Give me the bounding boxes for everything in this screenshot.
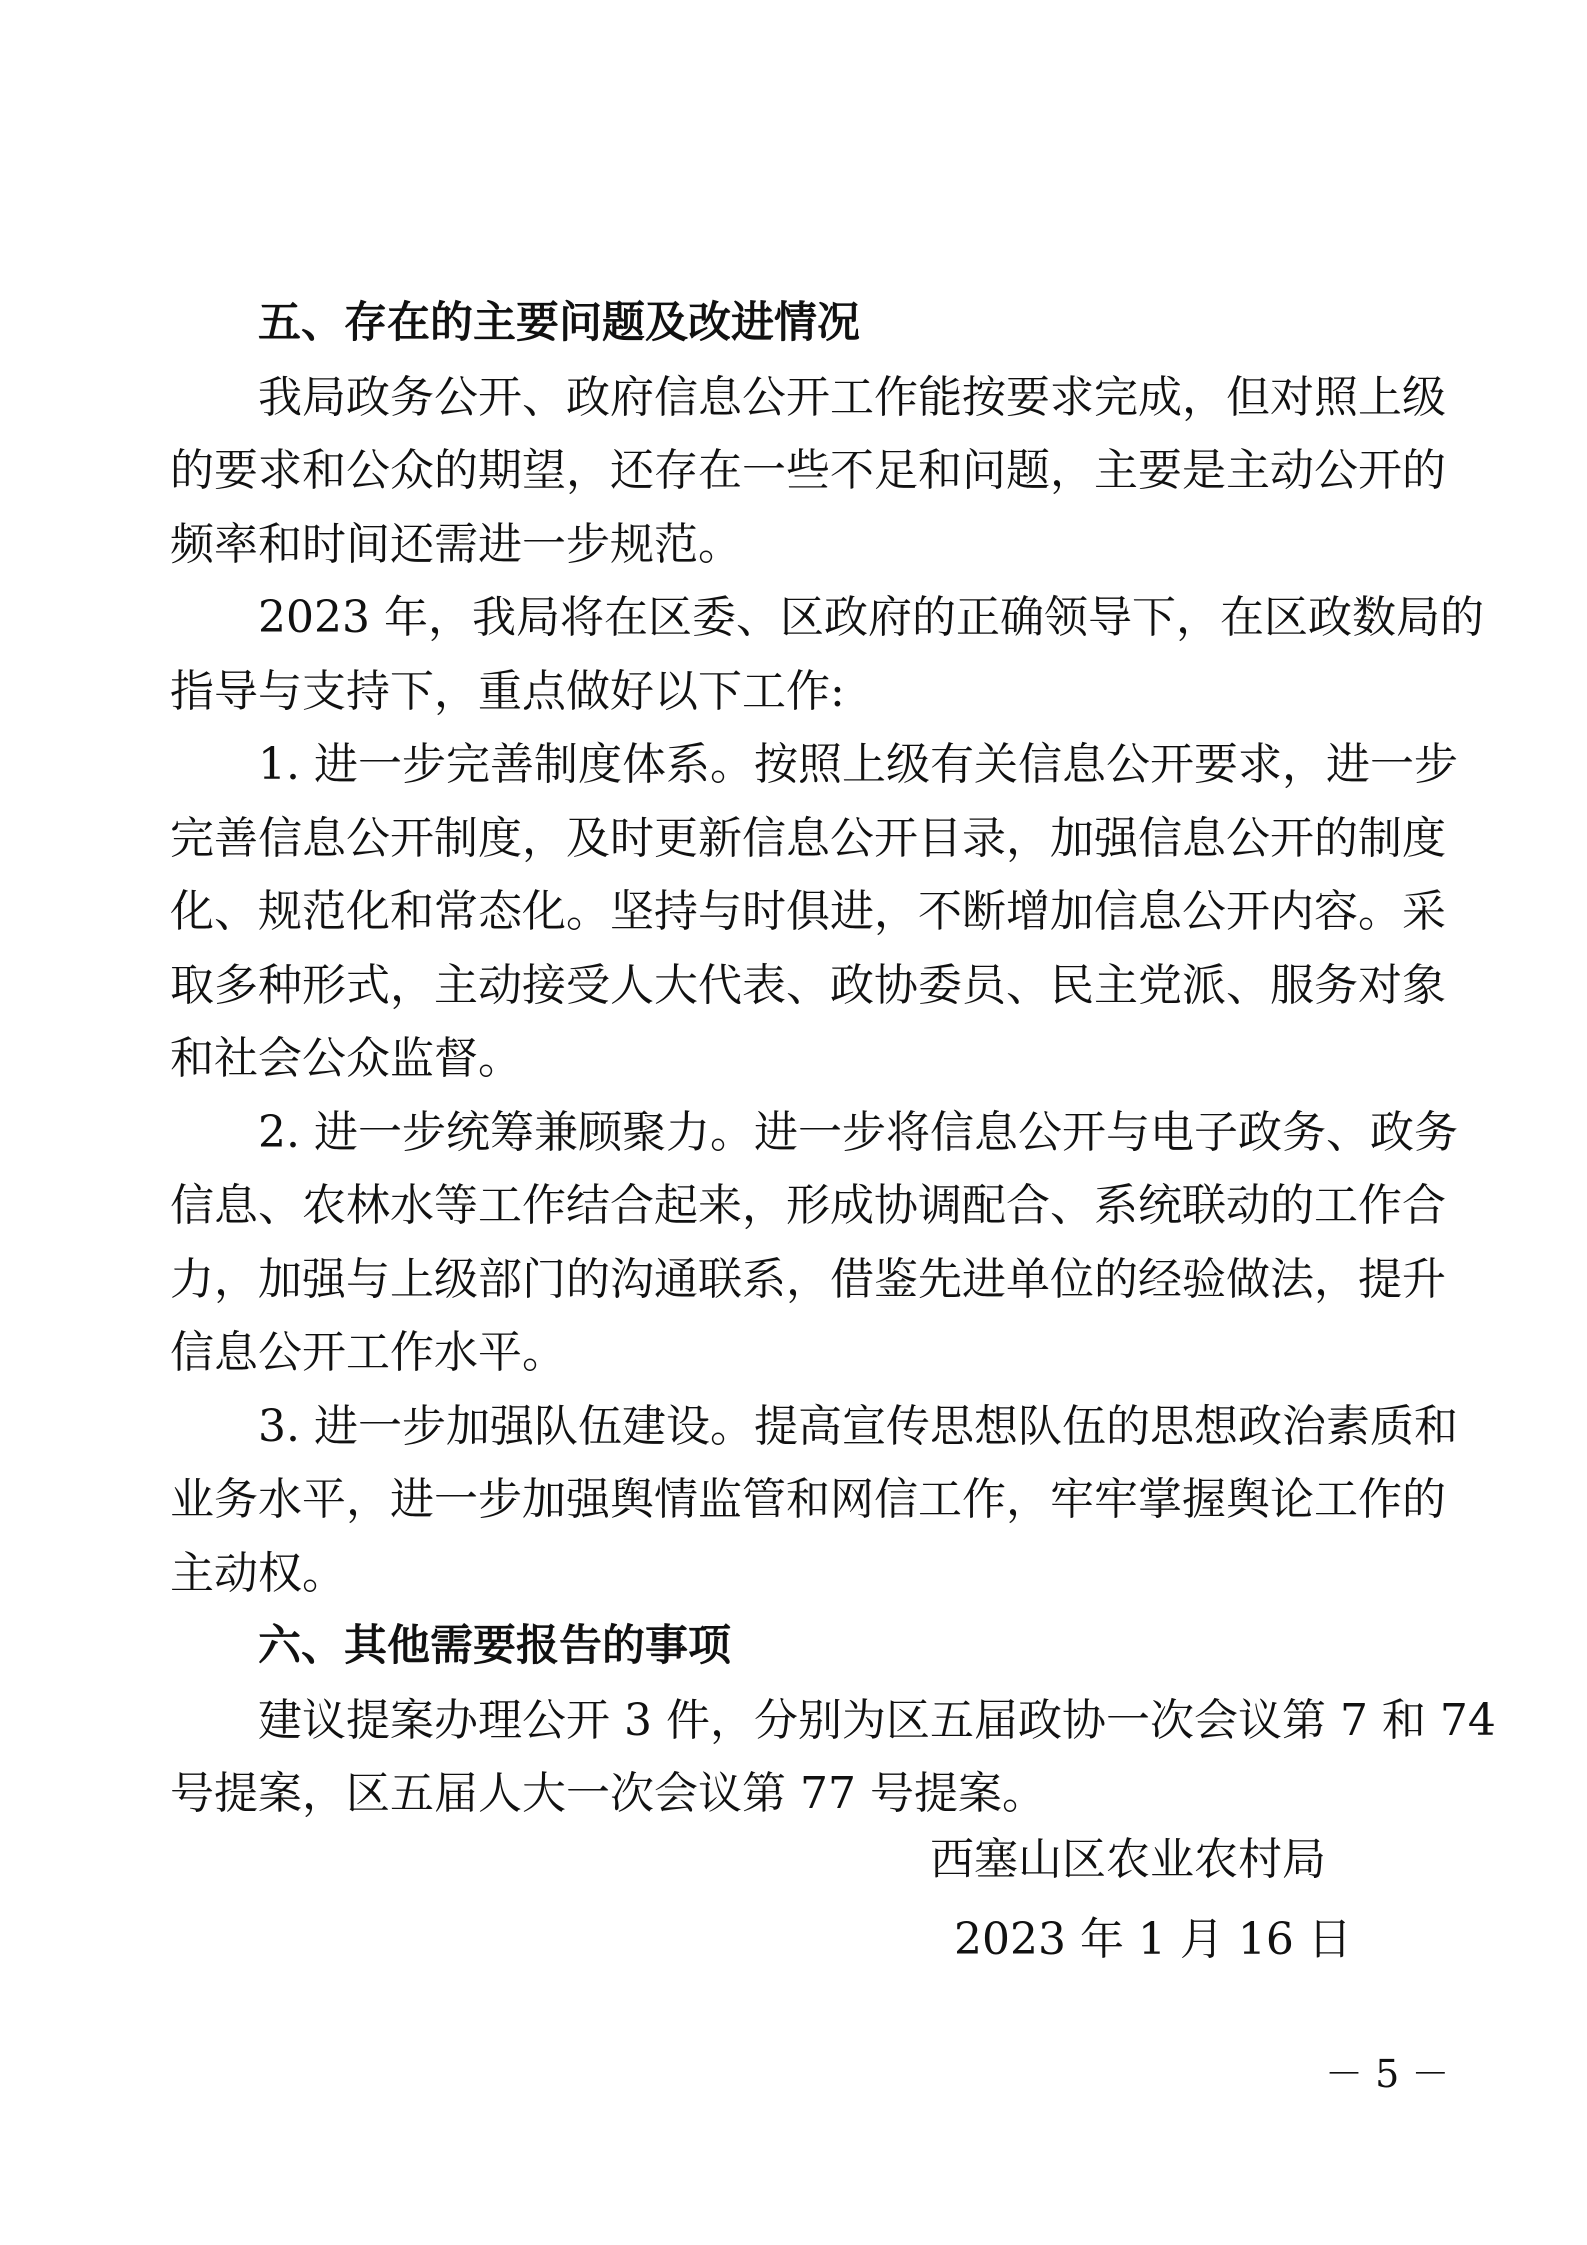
item-2-line-3: 力，加强与上级部门的沟通联系，借鉴先进单位的经验做法，提升 xyxy=(170,1253,1446,1305)
signature-date: 2023 年 1 月 16 日 xyxy=(954,1914,1352,1965)
section-six-paragraph-line-2: 号提案，区五届人大一次会议第 77 号提案。 xyxy=(170,1768,1046,1819)
item-1-line-5: 和社会公众监督。 xyxy=(170,1033,522,1084)
item-3-line-1: 3. 进一步加强队伍建设。提高宣传思想队伍的思想政治素质和 xyxy=(258,1400,1458,1452)
item-1-line-1: 1. 进一步完善制度体系。按照上级有关信息公开要求，进一步 xyxy=(258,739,1458,790)
page-number: － 5 － xyxy=(1325,2052,1450,2096)
signature-organization: 西塞山区农业农村局 xyxy=(930,1834,1326,1885)
item-3-line-3: 主动权。 xyxy=(170,1547,346,1599)
section-five-paragraph-2-line-1: 2023 年，我局将在区委、区政府的正确领导下，在区政数局的 xyxy=(258,592,1484,643)
section-five-paragraph-1-line-1: 我局政务公开、政府信息公开工作能按要求完成，但对照上级 xyxy=(258,371,1446,423)
document-body xyxy=(170,287,1496,1831)
section-five-paragraph-1-line-2: 的要求和公众的期望，还存在一些不足和问题，主要是主动公开的 xyxy=(170,445,1446,496)
item-2-line-2: 信息、农林水等工作结合起来，形成协调配合、系统联动的工作合 xyxy=(170,1180,1446,1231)
section-six-heading: 六、其他需要报告的事项 xyxy=(258,1621,731,1671)
section-six-paragraph-line-1: 建议提案办理公开 3 件，分别为区五届政协一次会议第 7 和 74 xyxy=(258,1694,1496,1746)
section-five-heading: 五、存在的主要问题及改进情况 xyxy=(258,298,860,348)
section-five-paragraph-2-line-2: 指导与支持下，重点做好以下工作: xyxy=(170,665,845,717)
item-1-line-3: 化、规范化和常态化。坚持与时俱进，不断增加信息公开内容。采 xyxy=(170,886,1446,937)
item-2-line-4: 信息公开工作水平。 xyxy=(170,1327,566,1378)
item-1-line-4: 取多种形式，主动接受人大代表、政协委员、民主党派、服务对象 xyxy=(170,959,1446,1011)
section-five-paragraph-1-line-3: 频率和时间还需进一步规范。 xyxy=(170,518,742,570)
item-2-line-1: 2. 进一步统筹兼顾聚力。进一步将信息公开与电子政务、政务 xyxy=(258,1106,1458,1158)
item-1-line-2: 完善信息公开制度，及时更新信息公开目录，加强信息公开的制度 xyxy=(170,812,1446,864)
item-3-line-2: 业务水平，进一步加强舆情监管和网信工作，牢牢掌握舆论工作的 xyxy=(170,1474,1446,1525)
signature-block xyxy=(930,1820,1352,1980)
